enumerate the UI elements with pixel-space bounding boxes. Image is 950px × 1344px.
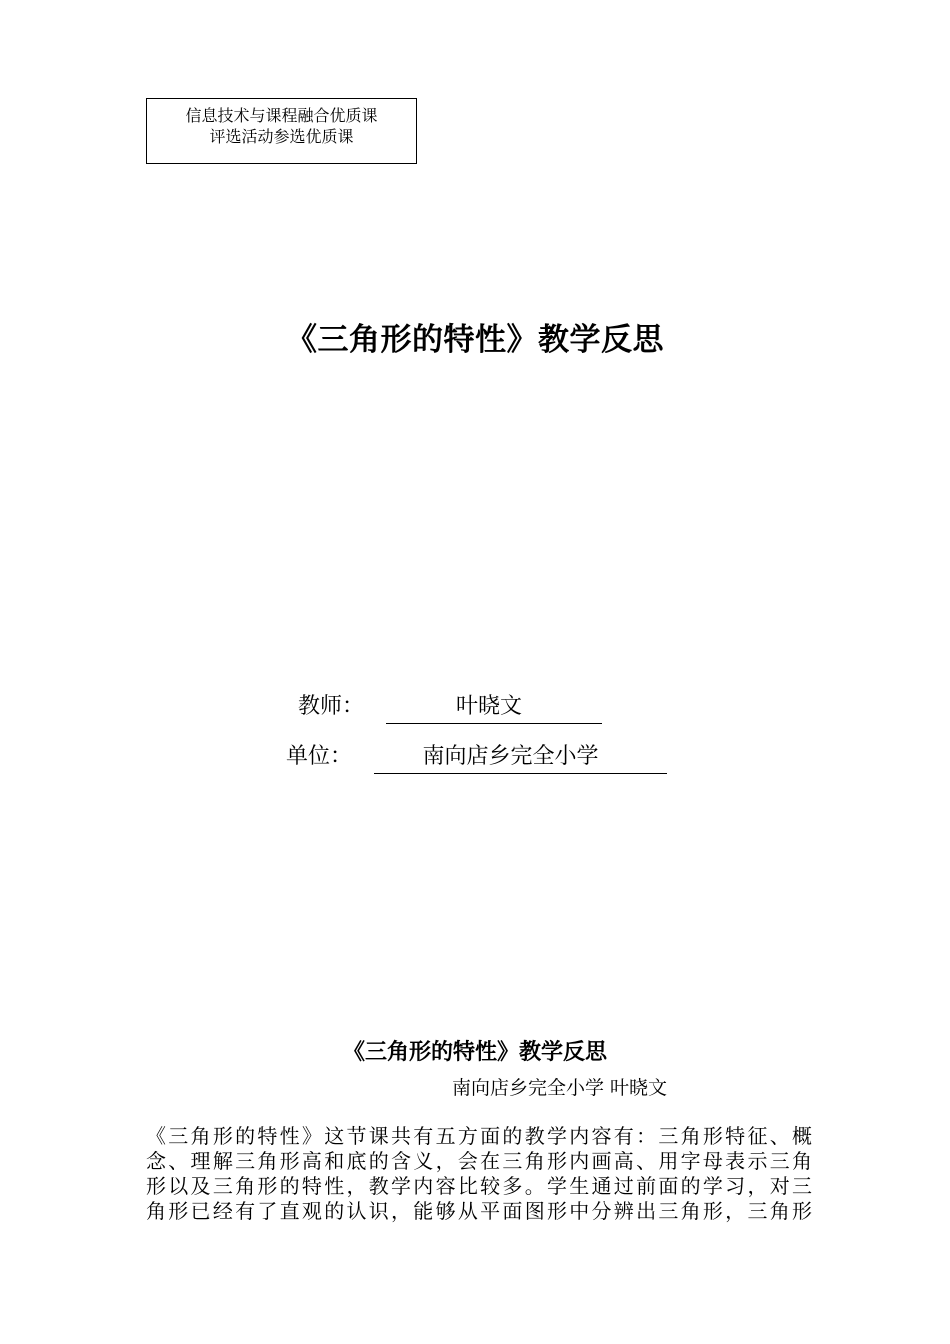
cover-title: 《三角形的特性》教学反思: [286, 322, 664, 358]
body-line: 角形已经有了直观的认识，能够从平面图形中分辨出三角形，三角形: [146, 1199, 812, 1223]
body-line: 念、理解三角形高和底的含义，会在三角形内画高、用字母表示三角: [146, 1149, 812, 1173]
teacher-field: [298, 692, 522, 722]
body-line: 《三角形的特性》这节课共有五方面的教学内容有：三角形特征、概: [146, 1124, 812, 1148]
award-category-line-2: 评选活动参选优质课: [209, 127, 354, 146]
award-category-line-1: 信息技术与课程融合优质课: [185, 106, 378, 125]
unit-field: [286, 742, 599, 772]
teacher-label: 教师：: [298, 694, 365, 719]
article-body: [146, 1124, 812, 1224]
article-title: 《三角形的特性》教学反思: [342, 1040, 607, 1065]
teacher-value: 叶晓文: [386, 692, 602, 724]
unit-value: 南向店乡完全小学: [374, 742, 667, 774]
award-category-box: [146, 98, 417, 164]
body-line: 形以及三角形的特性，教学内容比较多。学生通过前面的学习，对三: [146, 1174, 812, 1198]
article-byline: 南向店乡完全小学 叶晓文: [452, 1077, 668, 1099]
unit-label: 单位：: [286, 744, 353, 769]
